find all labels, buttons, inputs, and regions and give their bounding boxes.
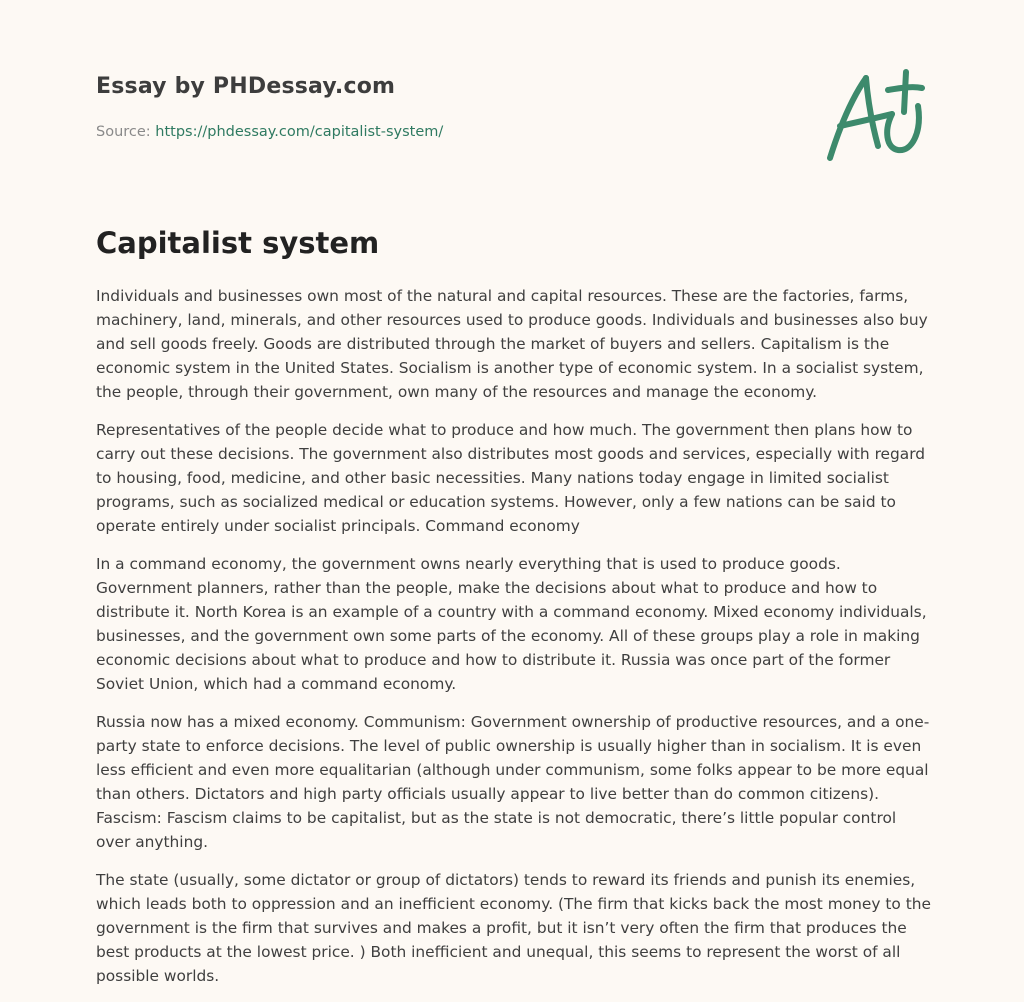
essay-paragraph: The state (usually, some dictator or group of dictators) tends to reward its friends and punish its enemies, which leads both to oppression and an inefficient economy. (The firm that kicks back the most money to the government is the firm that survives and makes a profit, but it isn’t very often the firm that produces the best products at the lowest price. ) Both inefficient and unequal, this seems to represent the worst of all possible worlds. xyxy=(96,871,931,985)
page-title: Capitalist system xyxy=(96,226,380,260)
source-label: Source: xyxy=(96,124,156,140)
site-title: Essay by PHDessay.com xyxy=(96,74,396,99)
essay-body xyxy=(96,284,934,1002)
source-line xyxy=(96,124,443,140)
essay-paragraph: Russia now has a mixed economy. Communism: Government ownership of productive resources, and a one-party state to enforce decisions. The level of public ownership is usually higher than in socialism. It is even less efficient and even more equalitarian (although under communism, some folks appear to be more equal than others. Dictators and high party officials usually appear to live better than do common citizens). Fascism: Fascism claims to be capitalist, but as the state is not democratic, there’s little popular control over anything. xyxy=(96,713,930,851)
a-plus-logo-icon xyxy=(818,66,930,166)
source-link[interactable]: https://phdessay.com/capitalist-system/ xyxy=(155,124,444,140)
essay-paragraph: Individuals and businesses own most of the natural and capital resources. These are the factories, farms, machinery, land, minerals, and other resources used to produce goods. Individuals and businesses also buy and sell goods freely. Goods are distributed through the market of buyers and sellers. Capitalism is the economic system in the United States. Socialism is another type of economic system. In a socialist system, the people, through their government, own many of the resources and manage the economy. xyxy=(96,287,928,401)
essay-paragraph: Representatives of the people decide what to produce and how much. The government then plans how to carry out these decisions. The government also distributes most goods and services, especially with regard to housing, food, medicine, and other basic necessities. Many nations today engage in limited socialist programs, such as socialized medical or education systems. However, only a few nations can be said to operate entirely under socialist principals. Command economy xyxy=(96,421,926,535)
essay-paragraph: In a command economy, the government owns nearly everything that is used to produce goods. Government planners, rather than the people, make the decisions about what to produce and how to distribute it. North Korea is an example of a country with a command economy. Mixed economy individuals, businesses, and the government own some parts of the economy. All of these groups play a role in making economic decisions about what to produce and how to distribute it. Russia was once part of the former Soviet Union, which had a command economy. xyxy=(96,555,927,693)
